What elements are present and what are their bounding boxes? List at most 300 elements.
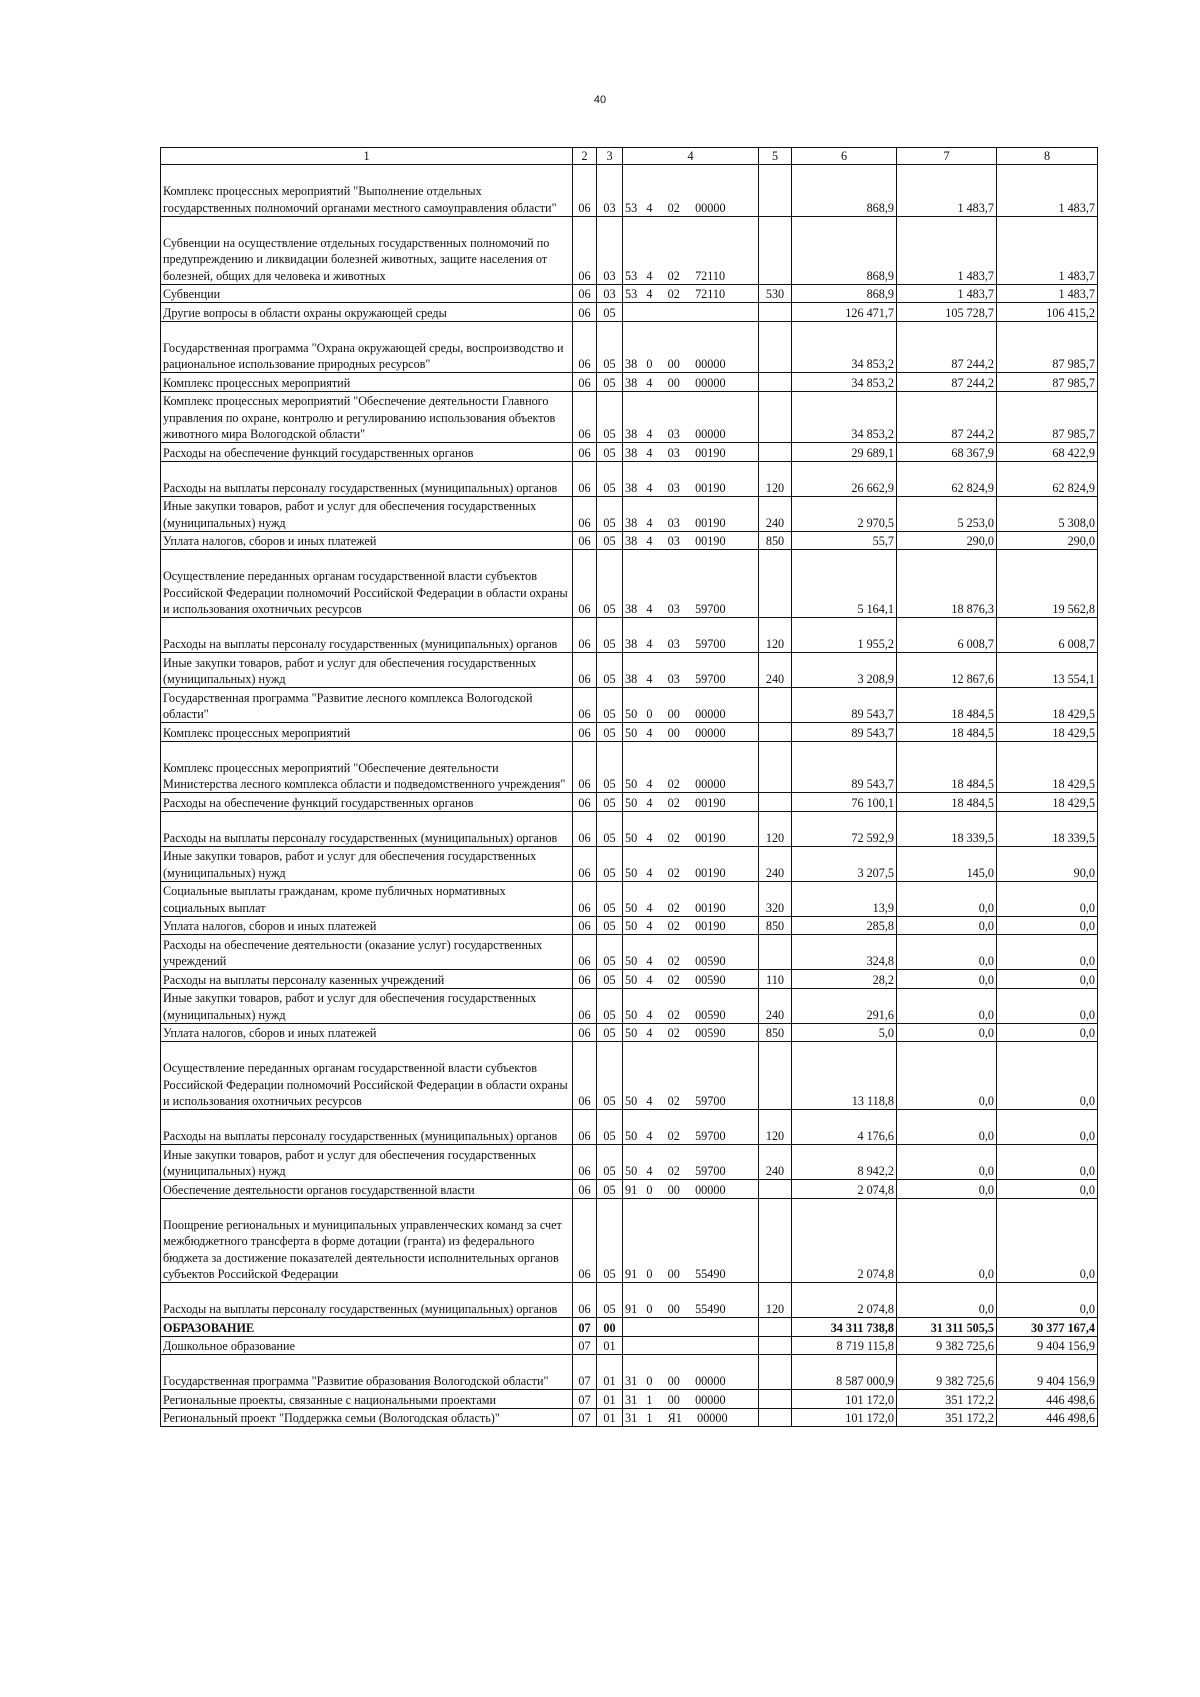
- amount-col8: 87 985,7: [997, 373, 1098, 392]
- table-header-row: [161, 148, 1098, 165]
- subsection-code: 05: [597, 550, 623, 618]
- target-article-code: 53 4 02 72110: [623, 284, 759, 303]
- amount-col8: 446 498,6: [997, 1390, 1098, 1409]
- section-code: 07: [573, 1390, 597, 1409]
- expense-type-code: [759, 741, 792, 793]
- column-header: 3: [597, 148, 623, 165]
- expense-type-code: [759, 1198, 792, 1283]
- section-code: 06: [573, 1110, 597, 1145]
- target-article-code: 38 4 03 00190: [623, 531, 759, 550]
- amount-col7: 5 253,0: [897, 496, 997, 531]
- row-name: Уплата налогов, сборов и иных платежей: [161, 916, 573, 935]
- table-row: [161, 1023, 1098, 1042]
- target-article-code: 53 4 02 00000: [623, 165, 759, 217]
- row-name: Комплекс процессных мероприятий: [161, 723, 573, 742]
- subsection-code: 05: [597, 1198, 623, 1283]
- subsection-code: 03: [597, 216, 623, 284]
- table-row: [161, 688, 1098, 723]
- section-code: 06: [573, 550, 597, 618]
- table-row: [161, 916, 1098, 935]
- subsection-code: 05: [597, 653, 623, 688]
- amount-col7: 18 484,5: [897, 793, 997, 812]
- expense-type-code: [759, 1336, 792, 1355]
- section-code: 06: [573, 916, 597, 935]
- amount-col8: 19 562,8: [997, 550, 1098, 618]
- column-header: 7: [897, 148, 997, 165]
- row-name: Комплекс процессных мероприятий "Обеспечение деятельности Главного управления по охране, контролю и регулированию использования объектов животного мира Вологодской области": [161, 391, 573, 443]
- expense-type-code: 240: [759, 653, 792, 688]
- section-code: 06: [573, 1145, 597, 1180]
- amount-col8: 90,0: [997, 846, 1098, 881]
- expense-type-code: [759, 688, 792, 723]
- row-name: Расходы на обеспечение функций государственных органов: [161, 793, 573, 812]
- target-article-code: 91 0 00 00000: [623, 1180, 759, 1199]
- target-article-code: 38 4 00 00000: [623, 373, 759, 392]
- amount-col8: 18 429,5: [997, 723, 1098, 742]
- row-name: Государственная программа "Охрана окружающей среды, воспроизводство и рациональное использование природных ресурсов": [161, 321, 573, 373]
- amount-col7: 0,0: [897, 1110, 997, 1145]
- amount-col6: 5,0: [792, 1023, 897, 1042]
- amount-col7: 1 483,7: [897, 216, 997, 284]
- table-row: [161, 618, 1098, 653]
- target-article-code: 50 4 02 00590: [623, 988, 759, 1023]
- row-name: Государственная программа "Развитие лесного комплекса Вологодской области": [161, 688, 573, 723]
- expense-type-code: [759, 1408, 792, 1427]
- section-code: 07: [573, 1336, 597, 1355]
- subsection-code: 05: [597, 1145, 623, 1180]
- row-name: Иные закупки товаров, работ и услуг для обеспечения государственных (муниципальных) нужд: [161, 653, 573, 688]
- amount-col6: 868,9: [792, 216, 897, 284]
- column-header: 8: [997, 148, 1098, 165]
- subsection-code: 05: [597, 618, 623, 653]
- amount-col7: 0,0: [897, 1198, 997, 1283]
- expense-type-code: [759, 321, 792, 373]
- target-article-code: 50 4 02 00590: [623, 1023, 759, 1042]
- amount-col7: 87 244,2: [897, 321, 997, 373]
- amount-col7: 0,0: [897, 916, 997, 935]
- target-article-code: 38 4 03 59700: [623, 550, 759, 618]
- amount-col7: 0,0: [897, 1042, 997, 1110]
- subsection-code: 05: [597, 741, 623, 793]
- expense-type-code: 850: [759, 1023, 792, 1042]
- amount-col8: 106 415,2: [997, 303, 1098, 322]
- row-name: Расходы на выплаты персоналу государственных (муниципальных) органов: [161, 1283, 573, 1318]
- subsection-code: 03: [597, 284, 623, 303]
- target-article-code: 38 4 03 00190: [623, 496, 759, 531]
- section-code: 06: [573, 531, 597, 550]
- section-code: 06: [573, 284, 597, 303]
- table-row: [161, 1390, 1098, 1409]
- row-name: Расходы на обеспечение функций государственных органов: [161, 443, 573, 462]
- expense-type-code: 240: [759, 988, 792, 1023]
- amount-col7: 87 244,2: [897, 391, 997, 443]
- amount-col8: 290,0: [997, 531, 1098, 550]
- target-article-code: 50 4 02 00190: [623, 846, 759, 881]
- subsection-code: 05: [597, 1042, 623, 1110]
- row-name: Комплекс процессных мероприятий "Обеспечение деятельности Министерства лесного комплекса области и подведомственного учреждения": [161, 741, 573, 793]
- table-row: [161, 811, 1098, 846]
- expense-type-code: [759, 303, 792, 322]
- amount-col8: 446 498,6: [997, 1408, 1098, 1427]
- subsection-code: 05: [597, 935, 623, 970]
- target-article-code: 50 4 02 00190: [623, 916, 759, 935]
- row-name: Субвенции: [161, 284, 573, 303]
- amount-col6: 3 207,5: [792, 846, 897, 881]
- amount-col6: 4 176,6: [792, 1110, 897, 1145]
- table-row: [161, 793, 1098, 812]
- row-name: Комплекс процессных мероприятий: [161, 373, 573, 392]
- amount-col7: 18 339,5: [897, 811, 997, 846]
- amount-col6: 868,9: [792, 165, 897, 217]
- amount-col7: 9 382 725,6: [897, 1336, 997, 1355]
- subsection-code: 05: [597, 916, 623, 935]
- row-name: Государственная программа "Развитие образования Вологодской области": [161, 1355, 573, 1390]
- expense-type-code: [759, 1355, 792, 1390]
- expense-type-code: 530: [759, 284, 792, 303]
- amount-col7: 0,0: [897, 1180, 997, 1199]
- amount-col6: 76 100,1: [792, 793, 897, 812]
- table-row: [161, 1408, 1098, 1427]
- row-name: Иные закупки товаров, работ и услуг для обеспечения государственных (муниципальных) нужд: [161, 988, 573, 1023]
- amount-col8: 0,0: [997, 1180, 1098, 1199]
- expense-type-code: 850: [759, 916, 792, 935]
- target-article-code: 38 4 03 00190: [623, 461, 759, 496]
- amount-col7: 351 172,2: [897, 1408, 997, 1427]
- amount-col8: 18 429,5: [997, 741, 1098, 793]
- target-article-code: 53 4 02 72110: [623, 216, 759, 284]
- amount-col7: 0,0: [897, 970, 997, 989]
- amount-col8: 1 483,7: [997, 165, 1098, 217]
- target-article-code: 91 0 00 55490: [623, 1198, 759, 1283]
- expense-type-code: [759, 550, 792, 618]
- section-code: 06: [573, 373, 597, 392]
- section-code: 06: [573, 496, 597, 531]
- amount-col7: 62 824,9: [897, 461, 997, 496]
- amount-col6: 89 543,7: [792, 723, 897, 742]
- amount-col7: 87 244,2: [897, 373, 997, 392]
- target-article-code: 38 4 03 00000: [623, 391, 759, 443]
- expense-type-code: [759, 793, 792, 812]
- section-code: 07: [573, 1318, 597, 1337]
- subsection-code: 00: [597, 1318, 623, 1337]
- section-code: 06: [573, 303, 597, 322]
- amount-col6: 13,9: [792, 881, 897, 916]
- table-row: [161, 741, 1098, 793]
- amount-col7: 12 867,6: [897, 653, 997, 688]
- target-article-code: 50 4 02 00000: [623, 741, 759, 793]
- amount-col7: 9 382 725,6: [897, 1355, 997, 1390]
- subsection-code: 05: [597, 1283, 623, 1318]
- row-name: Уплата налогов, сборов и иных платежей: [161, 531, 573, 550]
- table-row: [161, 550, 1098, 618]
- target-article-code: 38 4 03 00190: [623, 443, 759, 462]
- amount-col6: 13 118,8: [792, 1042, 897, 1110]
- amount-col7: 0,0: [897, 988, 997, 1023]
- subsection-code: 05: [597, 443, 623, 462]
- subsection-code: 05: [597, 373, 623, 392]
- table-row: [161, 1336, 1098, 1355]
- target-article-code: [623, 1336, 759, 1355]
- amount-col7: 105 728,7: [897, 303, 997, 322]
- amount-col8: 0,0: [997, 916, 1098, 935]
- subsection-code: 05: [597, 881, 623, 916]
- table-row: [161, 653, 1098, 688]
- section-code: 06: [573, 165, 597, 217]
- section-code: 06: [573, 881, 597, 916]
- amount-col6: 8 587 000,9: [792, 1355, 897, 1390]
- table-row: [161, 1145, 1098, 1180]
- subsection-code: 05: [597, 461, 623, 496]
- section-code: 06: [573, 1180, 597, 1199]
- amount-col7: 290,0: [897, 531, 997, 550]
- table-row: [161, 496, 1098, 531]
- amount-col6: 28,2: [792, 970, 897, 989]
- expense-type-code: [759, 1042, 792, 1110]
- subsection-code: 05: [597, 391, 623, 443]
- section-code: 06: [573, 988, 597, 1023]
- subsection-code: 05: [597, 1180, 623, 1199]
- subsection-code: 05: [597, 811, 623, 846]
- section-code: 06: [573, 1283, 597, 1318]
- amount-col7: 1 483,7: [897, 165, 997, 217]
- expense-type-code: 850: [759, 531, 792, 550]
- amount-col6: 3 208,9: [792, 653, 897, 688]
- table-row: [161, 321, 1098, 373]
- expense-type-code: [759, 165, 792, 217]
- target-article-code: 91 0 00 55490: [623, 1283, 759, 1318]
- section-code: 06: [573, 321, 597, 373]
- target-article-code: 50 4 02 00190: [623, 793, 759, 812]
- amount-col8: 0,0: [997, 1042, 1098, 1110]
- amount-col8: 18 339,5: [997, 811, 1098, 846]
- target-article-code: 31 1 00 00000: [623, 1390, 759, 1409]
- subsection-code: 05: [597, 846, 623, 881]
- expense-type-code: 120: [759, 811, 792, 846]
- subsection-code: 05: [597, 1023, 623, 1042]
- table-row: [161, 1110, 1098, 1145]
- section-code: 06: [573, 688, 597, 723]
- amount-col8: 0,0: [997, 935, 1098, 970]
- amount-col8: 68 422,9: [997, 443, 1098, 462]
- subsection-code: 05: [597, 496, 623, 531]
- subsection-code: 05: [597, 723, 623, 742]
- row-name: Осуществление переданных органам государственной власти субъектов Российской Федерации полномочий Российской Федерации в области охраны и использования охотничьих ресурсов: [161, 550, 573, 618]
- row-name: Комплекс процессных мероприятий "Выполнение отдельных государственных полномочий органами местного самоуправления области": [161, 165, 573, 217]
- section-code: 06: [573, 793, 597, 812]
- column-header: 5: [759, 148, 792, 165]
- section-code: 06: [573, 723, 597, 742]
- amount-col7: 18 876,3: [897, 550, 997, 618]
- table-row: [161, 531, 1098, 550]
- row-name: Расходы на обеспечение деятельности (оказание услуг) государственных учреждений: [161, 935, 573, 970]
- amount-col8: 5 308,0: [997, 496, 1098, 531]
- table-row: [161, 443, 1098, 462]
- amount-col6: 34 853,2: [792, 373, 897, 392]
- subsection-code: 05: [597, 321, 623, 373]
- amount-col6: 1 955,2: [792, 618, 897, 653]
- section-code: 06: [573, 811, 597, 846]
- row-name: Субвенции на осуществление отдельных государственных полномочий по предупреждению и ликвидации болезней животных, защите населения от болезней, общих для человека и животных: [161, 216, 573, 284]
- subsection-code: 05: [597, 1110, 623, 1145]
- amount-col7: 6 008,7: [897, 618, 997, 653]
- table-row: [161, 1198, 1098, 1283]
- row-name: ОБРАЗОВАНИЕ: [161, 1318, 573, 1337]
- amount-col8: 87 985,7: [997, 321, 1098, 373]
- amount-col7: 351 172,2: [897, 1390, 997, 1409]
- target-article-code: 38 4 03 59700: [623, 618, 759, 653]
- table-row: [161, 846, 1098, 881]
- amount-col8: 0,0: [997, 1198, 1098, 1283]
- row-name: Расходы на выплаты персоналу государственных (муниципальных) органов: [161, 461, 573, 496]
- expense-type-code: [759, 373, 792, 392]
- expense-type-code: 120: [759, 1283, 792, 1318]
- table-row: [161, 723, 1098, 742]
- row-name: Расходы на выплаты персоналу государственных (муниципальных) органов: [161, 811, 573, 846]
- expense-type-code: 240: [759, 846, 792, 881]
- column-header: 6: [792, 148, 897, 165]
- amount-col6: 101 172,0: [792, 1408, 897, 1427]
- subsection-code: 05: [597, 688, 623, 723]
- table-row: [161, 881, 1098, 916]
- target-article-code: 50 4 02 00190: [623, 811, 759, 846]
- amount-col7: 145,0: [897, 846, 997, 881]
- subsection-code: 05: [597, 970, 623, 989]
- table-row: [161, 1355, 1098, 1390]
- table-row: [161, 216, 1098, 284]
- expense-type-code: 240: [759, 496, 792, 531]
- row-name: Другие вопросы в области охраны окружающей среды: [161, 303, 573, 322]
- target-article-code: 50 4 02 00190: [623, 881, 759, 916]
- expense-type-code: [759, 1180, 792, 1199]
- section-code: 06: [573, 216, 597, 284]
- amount-col7: 0,0: [897, 1023, 997, 1042]
- table-row: [161, 165, 1098, 217]
- amount-col7: 1 483,7: [897, 284, 997, 303]
- column-header: 2: [573, 148, 597, 165]
- row-name: Обеспечение деятельности органов государственной власти: [161, 1180, 573, 1199]
- amount-col7: 68 367,9: [897, 443, 997, 462]
- table-body: [161, 165, 1098, 1427]
- table-row: [161, 988, 1098, 1023]
- section-code: 06: [573, 653, 597, 688]
- expense-type-code: [759, 723, 792, 742]
- table-row: [161, 1318, 1098, 1337]
- subsection-code: 05: [597, 531, 623, 550]
- amount-col7: 31 311 505,5: [897, 1318, 997, 1337]
- target-article-code: [623, 1318, 759, 1337]
- target-article-code: 31 0 00 00000: [623, 1355, 759, 1390]
- subsection-code: 01: [597, 1408, 623, 1427]
- section-code: 07: [573, 1408, 597, 1427]
- target-article-code: 50 0 00 00000: [623, 688, 759, 723]
- amount-col6: 285,8: [792, 916, 897, 935]
- subsection-code: 03: [597, 165, 623, 217]
- target-article-code: [623, 303, 759, 322]
- amount-col6: 2 970,5: [792, 496, 897, 531]
- table-row: [161, 391, 1098, 443]
- section-code: 06: [573, 1023, 597, 1042]
- expense-type-code: 110: [759, 970, 792, 989]
- expense-type-code: [759, 1318, 792, 1337]
- table-row: [161, 284, 1098, 303]
- row-name: Расходы на выплаты персоналу казенных учреждений: [161, 970, 573, 989]
- target-article-code: 50 4 02 59700: [623, 1145, 759, 1180]
- amount-col7: 0,0: [897, 1283, 997, 1318]
- row-name: Расходы на выплаты персоналу государственных (муниципальных) органов: [161, 1110, 573, 1145]
- row-name: Уплата налогов, сборов и иных платежей: [161, 1023, 573, 1042]
- amount-col6: 324,8: [792, 935, 897, 970]
- subsection-code: 05: [597, 303, 623, 322]
- expense-type-code: [759, 391, 792, 443]
- amount-col8: 13 554,1: [997, 653, 1098, 688]
- amount-col6: 34 853,2: [792, 321, 897, 373]
- amount-col8: 1 483,7: [997, 216, 1098, 284]
- amount-col8: 1 483,7: [997, 284, 1098, 303]
- amount-col8: 6 008,7: [997, 618, 1098, 653]
- target-article-code: 50 4 00 00000: [623, 723, 759, 742]
- amount-col7: 0,0: [897, 1145, 997, 1180]
- budget-table: [160, 147, 1098, 1427]
- row-name: Иные закупки товаров, работ и услуг для обеспечения государственных (муниципальных) нужд: [161, 496, 573, 531]
- target-article-code: 38 4 03 59700: [623, 653, 759, 688]
- amount-col8: 0,0: [997, 1145, 1098, 1180]
- amount-col6: 5 164,1: [792, 550, 897, 618]
- row-name: Региональные проекты, связанные с национальными проектами: [161, 1390, 573, 1409]
- amount-col6: 2 074,8: [792, 1198, 897, 1283]
- amount-col6: 55,7: [792, 531, 897, 550]
- column-header: 4: [623, 148, 759, 165]
- row-name: Региональный проект "Поддержка семьи (Вологодская область)": [161, 1408, 573, 1427]
- amount-col6: 868,9: [792, 284, 897, 303]
- section-code: 06: [573, 391, 597, 443]
- amount-col7: 0,0: [897, 935, 997, 970]
- expense-type-code: [759, 443, 792, 462]
- amount-col6: 89 543,7: [792, 688, 897, 723]
- section-code: 06: [573, 1042, 597, 1110]
- target-article-code: 50 4 02 59700: [623, 1042, 759, 1110]
- target-article-code: 50 4 02 59700: [623, 1110, 759, 1145]
- amount-col6: 8 942,2: [792, 1145, 897, 1180]
- section-code: 06: [573, 935, 597, 970]
- amount-col8: 0,0: [997, 988, 1098, 1023]
- row-name: Иные закупки товаров, работ и услуг для обеспечения государственных (муниципальных) нужд: [161, 1145, 573, 1180]
- expense-type-code: [759, 1390, 792, 1409]
- amount-col6: 291,6: [792, 988, 897, 1023]
- amount-col6: 26 662,9: [792, 461, 897, 496]
- amount-col6: 101 172,0: [792, 1390, 897, 1409]
- table-row: [161, 970, 1098, 989]
- expense-type-code: 120: [759, 1110, 792, 1145]
- row-name: Дошкольное образование: [161, 1336, 573, 1355]
- amount-col8: 30 377 167,4: [997, 1318, 1098, 1337]
- amount-col6: 126 471,7: [792, 303, 897, 322]
- expense-type-code: [759, 935, 792, 970]
- amount-col8: 9 404 156,9: [997, 1355, 1098, 1390]
- table-row: [161, 373, 1098, 392]
- amount-col8: 0,0: [997, 881, 1098, 916]
- target-article-code: 50 4 02 00590: [623, 935, 759, 970]
- amount-col6: 29 689,1: [792, 443, 897, 462]
- section-code: 07: [573, 1355, 597, 1390]
- table-row: [161, 1042, 1098, 1110]
- amount-col8: 0,0: [997, 1110, 1098, 1145]
- row-name: Иные закупки товаров, работ и услуг для обеспечения государственных (муниципальных) нужд: [161, 846, 573, 881]
- expense-type-code: 320: [759, 881, 792, 916]
- target-article-code: 31 1 Я1 00000: [623, 1408, 759, 1427]
- column-header: 1: [161, 148, 573, 165]
- section-code: 06: [573, 970, 597, 989]
- section-code: 06: [573, 461, 597, 496]
